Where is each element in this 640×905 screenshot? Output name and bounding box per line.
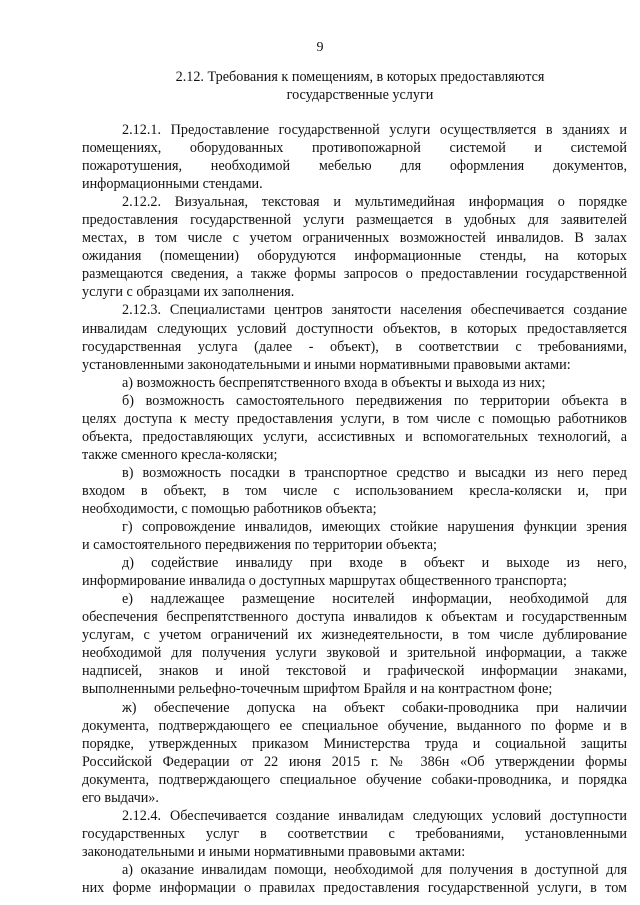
text-line: местах, в том числе с учетом ограниченных возможностей инвалидов. В залах xyxy=(82,230,627,247)
text-line: законодательными и иными нормативными правовыми актами: xyxy=(82,843,466,860)
text-line: а) возможность беспрепятственного входа в объекты и выхода из них; xyxy=(122,374,546,391)
text-line: необходимости, с помощью работников объекта; xyxy=(82,500,377,517)
section-heading-line: 2.12. Требования к помещениям, в которых предоставляются xyxy=(175,69,545,85)
text-line: д) содействие инвалиду при входе в объект и выходе из него, xyxy=(122,555,627,572)
section-heading xyxy=(120,68,600,104)
text-line: целях доступа к месту предоставления услуги, в том числе с помощью работников xyxy=(82,410,627,427)
text-line: г) сопровождение инвалидов, имеющих стойкие нарушения функции зрения xyxy=(122,519,627,536)
text-line: надписей, знаков и иной текстовой и графической информации знаками, xyxy=(82,663,627,680)
text-line: е) надлежащее размещение носителей информации, необходимой для xyxy=(122,591,627,608)
text-line: установленными законодательными и иными нормативными правовыми актами: xyxy=(82,356,571,373)
text-line: и самостоятельного передвижения по территории объекта; xyxy=(82,537,437,554)
text-line: 2.12.2. Визуальная, текстовая и мультимедийная информация о порядке xyxy=(122,194,627,211)
text-line: его выдачи». xyxy=(82,789,159,806)
page-number: 9 xyxy=(316,40,324,55)
text-line: объекта, предоставляющих услуги, ассистивных и вспомогательных технологий, а xyxy=(82,428,627,445)
text-line: обеспечения беспрепятственного доступа инвалидов к объектам и государственным xyxy=(82,609,627,626)
text-line: а) оказание инвалидам помощи, необходимой для получения в доступной для xyxy=(122,861,627,878)
text-line: необходимой для получения услуги звуковой и зрительной информации, а также xyxy=(82,645,627,662)
text-line: них форме информации о правилах предоставления государственной услуги, в том xyxy=(82,879,627,896)
text-line: государственных услуг в соответствии с требованиями, установленными xyxy=(82,825,627,842)
text-line: б) возможность самостоятельного передвижения по территории объекта в xyxy=(122,392,627,409)
section-heading-line: государственные услуги xyxy=(286,87,434,103)
text-line: документа, подтверждающего специальное обучение собаки-проводника, и порядка xyxy=(82,771,627,788)
text-line: помещениях, оборудованных противопожарной системой и системой xyxy=(82,140,627,157)
text-line: информирование инвалида о доступных маршрутах общественного транспорта; xyxy=(82,573,567,590)
text-line: 2.12.4. Обеспечивается создание инвалидам следующих условий доступности xyxy=(122,807,627,824)
text-line: в) возможность посадки в транспортное средство и высадки из него перед xyxy=(122,464,627,481)
text-line: порядке, утвержденных приказом Министерства труда и социальной защиты xyxy=(82,735,627,752)
text-line: документа, подтверждающего ее специальное обучение, выданного по форме и в xyxy=(82,717,627,734)
text-line: ж) обеспечение допуска на объект собаки-проводника при наличии xyxy=(122,699,627,716)
text-line: также сменного кресла-коляски; xyxy=(82,446,278,463)
text-line: входом в объект, в том числе с использованием кресла-коляски и, при xyxy=(82,482,627,499)
text-line: предоставления государственной услуги размещается в удобных для заявителей xyxy=(82,212,627,229)
text-line: услуги с образцами их заполнения. xyxy=(82,284,295,301)
text-line: государственная услуга (далее - объект), в соответствии с требованиями, xyxy=(82,338,627,355)
text-line: инвалидам следующих условий доступности объектов, в которых предоставляется xyxy=(82,320,627,337)
text-line: пожаротушения, необходимой мебелью для оформления документов, xyxy=(82,158,627,175)
text-line: Российской Федерации от 22 июня 2015 г. № 386н «Об утверждении формы xyxy=(82,753,627,770)
text-line: размещаются сведения, а также формы запросов о предоставлении государственной xyxy=(82,266,627,283)
text-line: 2.12.1. Предоставление государственной услуги осуществляется в зданиях и xyxy=(122,122,627,138)
document-body xyxy=(82,121,627,897)
text-line: услугам, с учетом ограничений их жизнедеятельности, в том числе дублирование xyxy=(82,627,627,644)
text-line: выполненными рельефно-точечным шрифтом Брайля и на контрастном фоне; xyxy=(82,681,553,698)
text-line: ожидания (помещении) оборудуются информационные стенды, на которых xyxy=(82,248,627,265)
text-line: информационными стендами. xyxy=(82,176,263,193)
text-line: 2.12.3. Специалистами центров занятости населения обеспечивается создание xyxy=(122,302,627,319)
